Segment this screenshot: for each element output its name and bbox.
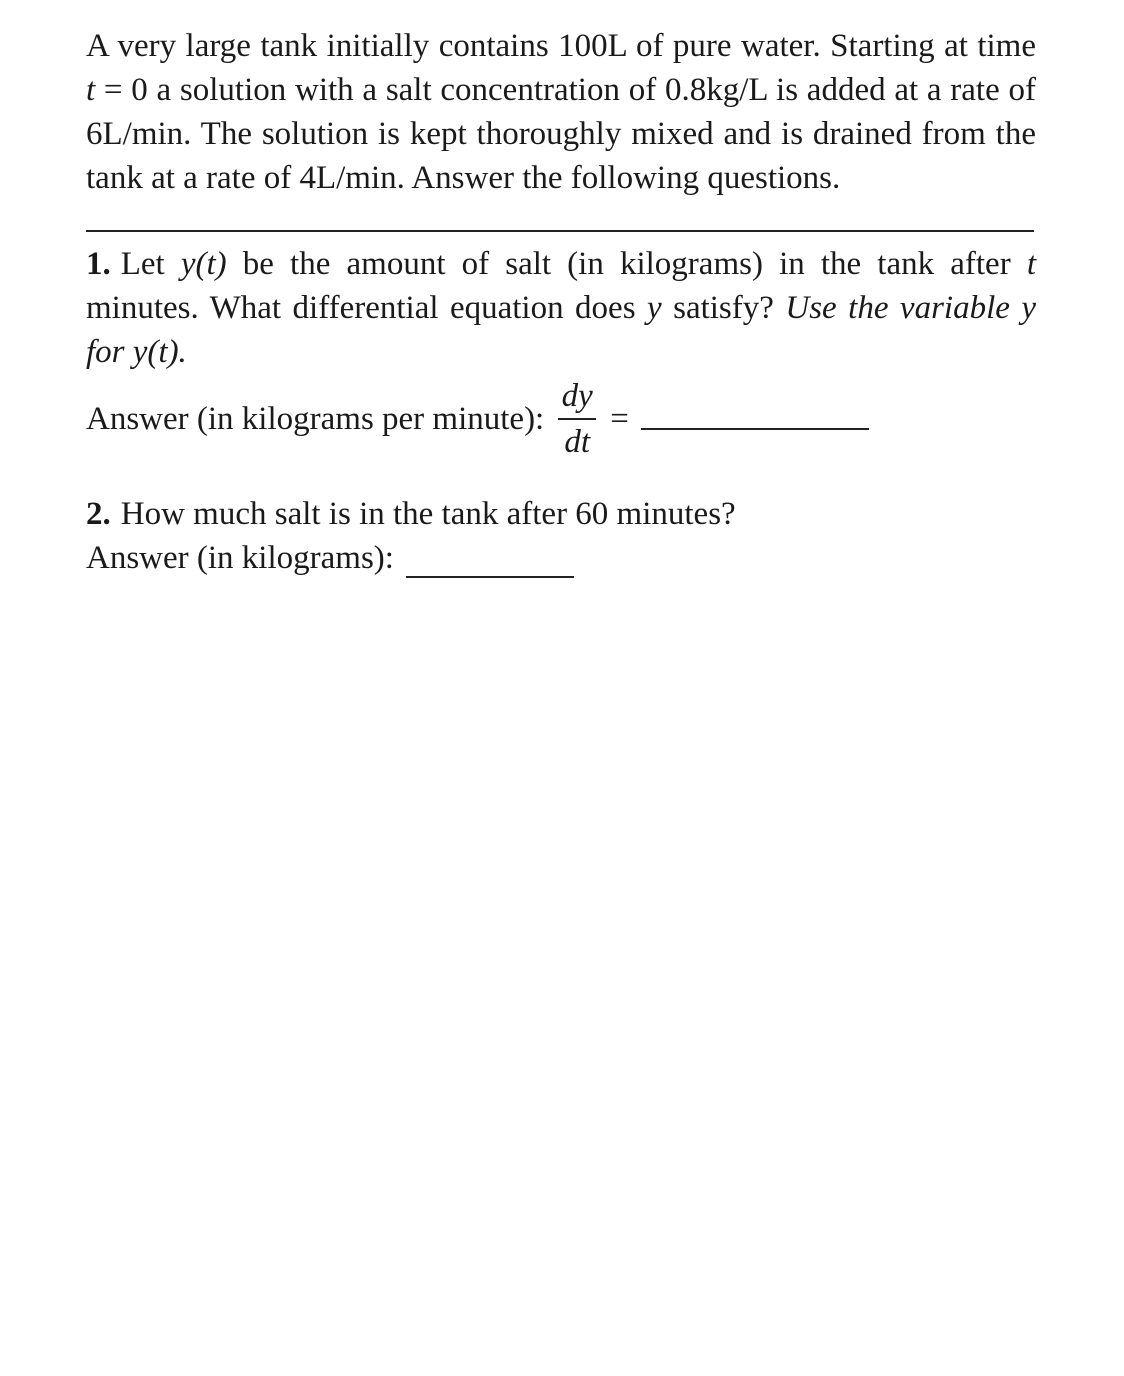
question-2-answer-label: Answer (in kilograms):: [86, 540, 394, 576]
fraction-denominator: dt: [564, 424, 591, 460]
question-2: [86, 492, 1036, 536]
section-divider: [86, 230, 1034, 232]
question-2-answer-row: [86, 536, 1036, 580]
fraction-bar: [558, 418, 596, 420]
question-1-answer-blank[interactable]: [641, 428, 869, 430]
question-2-number: 2.: [86, 496, 111, 532]
q1-t: t: [1026, 246, 1036, 282]
q1-text-d: satisfy?: [661, 290, 786, 326]
intro-text-1: A very large tank initially contains 100L of pure water. Starting at time: [86, 28, 1036, 64]
intro-paragraph: [86, 24, 1036, 200]
equals-sign: =: [610, 401, 629, 437]
intro-equals: = 0: [95, 72, 148, 108]
intro-var-t: t: [86, 72, 96, 108]
q1-yt: y(t): [180, 246, 227, 282]
intro-text-2: a solution with a salt concentration of 0.8kg/L is added at a rate of 6L/min. The solution is kept thoroughly mixed and is drained from the tank at a rate of 4L/min. Answer the following questions.: [86, 72, 1036, 196]
question-1-answer-label: Answer (in kilograms per minute):: [86, 401, 545, 437]
fraction-numerator: dy: [561, 378, 593, 414]
q1-y: y: [647, 290, 662, 326]
question-1-answer-row: [86, 374, 1036, 464]
q1-text-c: minutes. What differential equation does: [86, 290, 647, 326]
derivative-fraction: [558, 378, 596, 460]
q1-hint: Use the variable y for y(t).: [86, 290, 1036, 370]
problem-page: [86, 24, 1036, 580]
question-1: [86, 242, 1036, 374]
q1-text-a: Let: [120, 246, 181, 282]
question-2-text: How much salt is in the tank after 60 minutes?: [120, 496, 736, 532]
question-1-number: 1.: [86, 246, 111, 282]
q1-text-b: be the amount of salt (in kilograms) in the tank after: [226, 246, 1027, 282]
question-2-answer-blank[interactable]: [406, 576, 574, 578]
